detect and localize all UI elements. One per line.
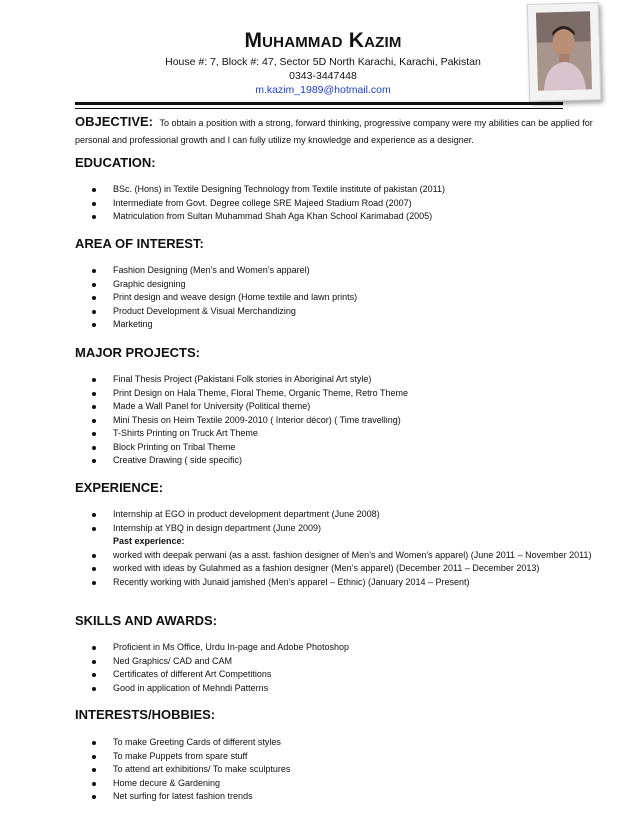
list-item: Ned Graphics/ CAD and CAM: [0, 655, 613, 669]
list-item: Good in application of Mehndi Patterns: [0, 682, 613, 696]
list-item: Matriculation from Sultan Muhammad Shah Aga Khan School Karimabad (2005): [0, 210, 613, 224]
bullet-icon: [92, 660, 96, 664]
list-item: Mini Thesis on Heim Textile 2009-2010 ( Interior décor) ( Time travelling): [0, 414, 613, 428]
bullet-icon: [92, 323, 96, 327]
objective-label: OBJECTIVE:: [75, 114, 154, 129]
list-item: Marketing: [0, 318, 613, 332]
list-item: Net surfing for latest fashion trends: [0, 790, 613, 804]
list-item: Intermediate from Govt. Degree college SRE Majeed Stadium Road (2007): [0, 197, 613, 211]
education-list: [0, 183, 613, 224]
photo-image: [536, 11, 592, 90]
list-item: Print design and weave design (Home textile and lawn prints): [0, 291, 613, 305]
bullet-icon: [92, 405, 96, 409]
bullet-icon: [92, 755, 96, 759]
bullet-icon: [92, 310, 96, 314]
bullet-icon: [92, 782, 96, 786]
header-divider-thick: [75, 102, 563, 105]
bullet-icon: [92, 673, 96, 677]
person-portrait-icon: [536, 11, 592, 90]
bullet-icon: [92, 554, 96, 558]
list-item: To make Greeting Cards of different styles: [0, 736, 613, 750]
list-item: Print Design on Hala Theme, Floral Theme, Organic Theme, Retro Theme: [0, 387, 613, 401]
list-item: BSc. (Hons) in Textile Designing Technology from Textile institute of pakistan (2011): [0, 183, 613, 197]
bullet-icon: [92, 513, 96, 517]
phone: 0343-3447448: [289, 70, 357, 82]
projects-list: [0, 373, 613, 468]
list-item: To make Puppets from spare stuff: [0, 750, 613, 764]
education-heading: EDUCATION:: [75, 155, 156, 170]
bullet-icon: [92, 459, 96, 463]
experience-heading: EXPERIENCE:: [75, 480, 164, 495]
list-item: worked with deepak perwani (as a asst. fashion designer of Men’s and Women’s apparel) (June 2011 – November 2011): [0, 549, 613, 563]
interest-list: [0, 264, 613, 332]
bullet-icon: [92, 795, 96, 799]
past-experience-label: Past experience:: [113, 536, 185, 546]
list-item: Graphic designing: [0, 278, 613, 292]
list-item: T-Shirts Printing on Truck Art Theme: [0, 427, 613, 441]
bullet-icon: [92, 202, 96, 206]
hobbies-list: [0, 736, 613, 804]
profile-photo: [527, 2, 602, 102]
bullet-icon: [92, 378, 96, 382]
experience-list: [0, 508, 613, 589]
list-item: Internship at EGO in product development department (June 2008): [0, 508, 613, 522]
list-item: Certificates of different Art Competitions: [0, 668, 613, 682]
bullet-icon: [92, 687, 96, 691]
bullet-icon: [92, 432, 96, 436]
list-item: Proficient in Ms Office, Urdu In-page and Adobe Photoshop: [0, 641, 613, 655]
list-item: Recently working with Junaid jamshed (Men’s apparel – Ethnic) (January 2014 – Present): [0, 576, 613, 590]
list-item: To attend art exhibitions/ To make sculptures: [0, 763, 613, 777]
address: House #: 7, Block #: 47, Sector 5D North Karachi, Karachi, Pakistan: [165, 56, 481, 68]
list-item: Final Thesis Project (Pakistani Folk stories in Aboriginal Art style): [0, 373, 613, 387]
list-item: Home decure & Gardening: [0, 777, 613, 791]
header-divider-thin: [75, 108, 563, 109]
bullet-icon: [92, 392, 96, 396]
projects-heading: MAJOR PROJECTS:: [75, 345, 200, 360]
bullet-icon: [92, 741, 96, 745]
list-item: Product Development & Visual Merchandizing: [0, 305, 613, 319]
bullet-icon: [92, 215, 96, 219]
bullet-icon: [92, 527, 96, 531]
objective-paragraph: [75, 113, 615, 149]
bullet-icon: [92, 188, 96, 192]
skills-list: [0, 641, 613, 695]
objective-text: To obtain a position with a strong, forward thinking, progressive company were my abilities can be applied for personal and professional growth and I can fully utilize my knowledge and experience as a designer.: [75, 118, 593, 145]
bullet-icon: [92, 768, 96, 772]
list-item: Block Printing on Tribal Theme: [0, 441, 613, 455]
hobbies-heading: INTERESTS/HOBBIES:: [75, 707, 216, 722]
list-item: Internship at YBQ in design department (June 2009): [0, 522, 613, 536]
candidate-name: Muhammad Kazim: [244, 29, 402, 52]
bullet-icon: [92, 269, 96, 273]
skills-heading: SKILLS AND AWARDS:: [75, 613, 218, 628]
bullet-icon: [92, 581, 96, 585]
bullet-icon: [92, 446, 96, 450]
interest-heading: AREA OF INTEREST:: [75, 236, 204, 251]
bullet-icon: [92, 567, 96, 571]
list-item: worked with ideas by Gulahmed as a fashion designer (Men’s apparel) (December 2011 – December 2013): [0, 562, 613, 576]
bullet-icon: [92, 419, 96, 423]
bullet-icon: [92, 646, 96, 650]
bullet-icon: [92, 283, 96, 287]
bullet-icon: [92, 296, 96, 300]
list-item: Made a Wall Panel for University (Political theme): [0, 400, 613, 414]
list-item: Fashion Designing (Men’s and Women’s apparel): [0, 264, 613, 278]
list-item: Creative Drawing ( side specific): [0, 454, 613, 468]
email-link[interactable]: m.kazim_1989@hotmail.com: [255, 84, 391, 96]
